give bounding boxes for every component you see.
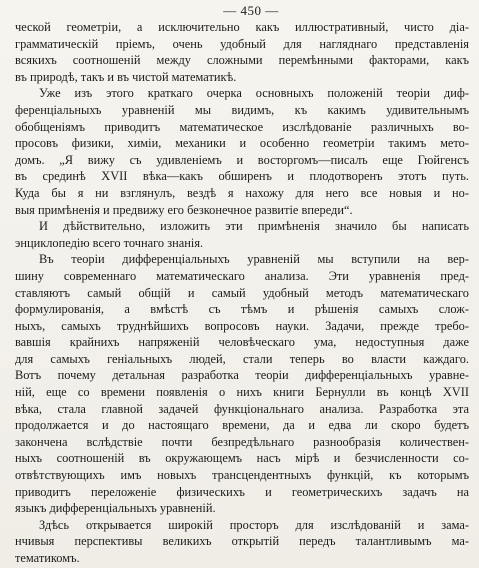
text-line: энциклопедію всего точнаго знанія.: [15, 235, 204, 250]
paragraph: [15, 85, 469, 218]
text-line: вѣка, стала главной задачей функціональнаго анализа. Разработка эта: [15, 401, 469, 416]
text-line: ференціальныхъ уравненій мы видимъ, къ какимъ удивительнымъ: [15, 102, 469, 117]
page-number: — 450 —: [223, 3, 279, 18]
text-line: ныхъ, самыхъ труднѣйшихъ вопросовъ науки. Задачи, прежде требо-: [15, 318, 469, 333]
text-line: въ природѣ, такъ и въ чистой математикѣ.: [15, 69, 237, 84]
text-line: Уже изъ этого краткаго очерка основныхъ положеній теоріи диф-: [39, 86, 469, 101]
text-line: Куда бы я ни взглянулъ, вездѣ я нахожу для него все новыя и но-: [15, 185, 469, 200]
text-line: приводитъ переложеніе физическихъ и геометрическихъ задачъ на: [15, 484, 469, 499]
text-line: всякихъ соотношеній между сложными перемѣнными факторами, какъ: [15, 53, 469, 68]
text-line: домъ. „Я вижу съ удивленіемъ и восторгомъ—писалъ еще Гюйгенсъ: [15, 152, 469, 167]
text-line: выя примѣненія и предвижу его безконечное развитіе впереди“.: [15, 202, 353, 217]
text-line: для самыхъ геніальныхъ людей, стали теперь во власти каждаго.: [15, 351, 469, 366]
text-line: въ срединѣ XVII вѣка—какъ обширенъ и плодотворенъ этотъ путь.: [15, 169, 469, 184]
text-line: обобщеніямъ приводитъ математическое изслѣдованіе различныхъ во-: [15, 119, 469, 134]
text-line: нчивыя перспективы великихъ открытій передъ талантливымъ ма-: [15, 534, 469, 549]
paragraph: [15, 251, 469, 517]
text-line: грамматическій пріемъ, очень удобный для нагляднаго представленія: [15, 36, 469, 51]
text-line: Здѣсь открывается широкій просторъ для изслѣдованій и зама-: [39, 517, 469, 532]
text-line: ныхъ соотношеній въ окружающемъ насъ мірѣ и безчисленности со-: [15, 451, 469, 466]
text-line: тематикомъ.: [15, 551, 80, 565]
text-line: Въ теоріи дифференціальныхъ уравненій мы вступили на вер-: [39, 252, 469, 267]
text-line: Вотъ почему детальная разработка теоріи дифференціальныхъ уравне-: [15, 368, 469, 383]
text-line: ставляютъ самый общій и самый удобный методъ математическаго: [15, 285, 469, 300]
text-line: формулированія, а вмѣстѣ съ тѣмъ и рѣшенія самыхъ слож-: [15, 302, 469, 317]
paragraph: [15, 218, 469, 251]
text-line: ній, еще со времени появленія о нихъ книги Бернулли въ концѣ XVII: [15, 385, 469, 400]
text-line: ческой геометріи, а исключительно какъ иллюстративный, чисто діа-: [15, 20, 469, 34]
paragraph: [15, 517, 469, 567]
text-line: просовъ физики, химіи, механики и особенно геометріи такимъ мето-: [15, 136, 469, 151]
text-line: шину современнаго математическаго анализа. Эти уравненія пред-: [15, 268, 469, 283]
text-line: отвѣтствующихъ имъ новыхъ трансцендентныхъ функцій, къ которымъ: [15, 468, 469, 483]
text-line: продолжается и до настоящаго времени, да и едва ли скоро будетъ: [15, 418, 469, 433]
text-line: закончена вслѣдствіе почти безпредѣльнаго разнообразія количествен-: [15, 434, 469, 449]
text-line: И дѣйствительно, изложить эти примѣненія значило бы написать: [39, 219, 469, 234]
paragraph: [15, 19, 469, 85]
text-line: языкъ дифференціальныхъ уравненій.: [15, 501, 216, 516]
text-line: вавшія крайнихъ напряженій человѣческаго ума, недоступныя даже: [15, 335, 469, 350]
